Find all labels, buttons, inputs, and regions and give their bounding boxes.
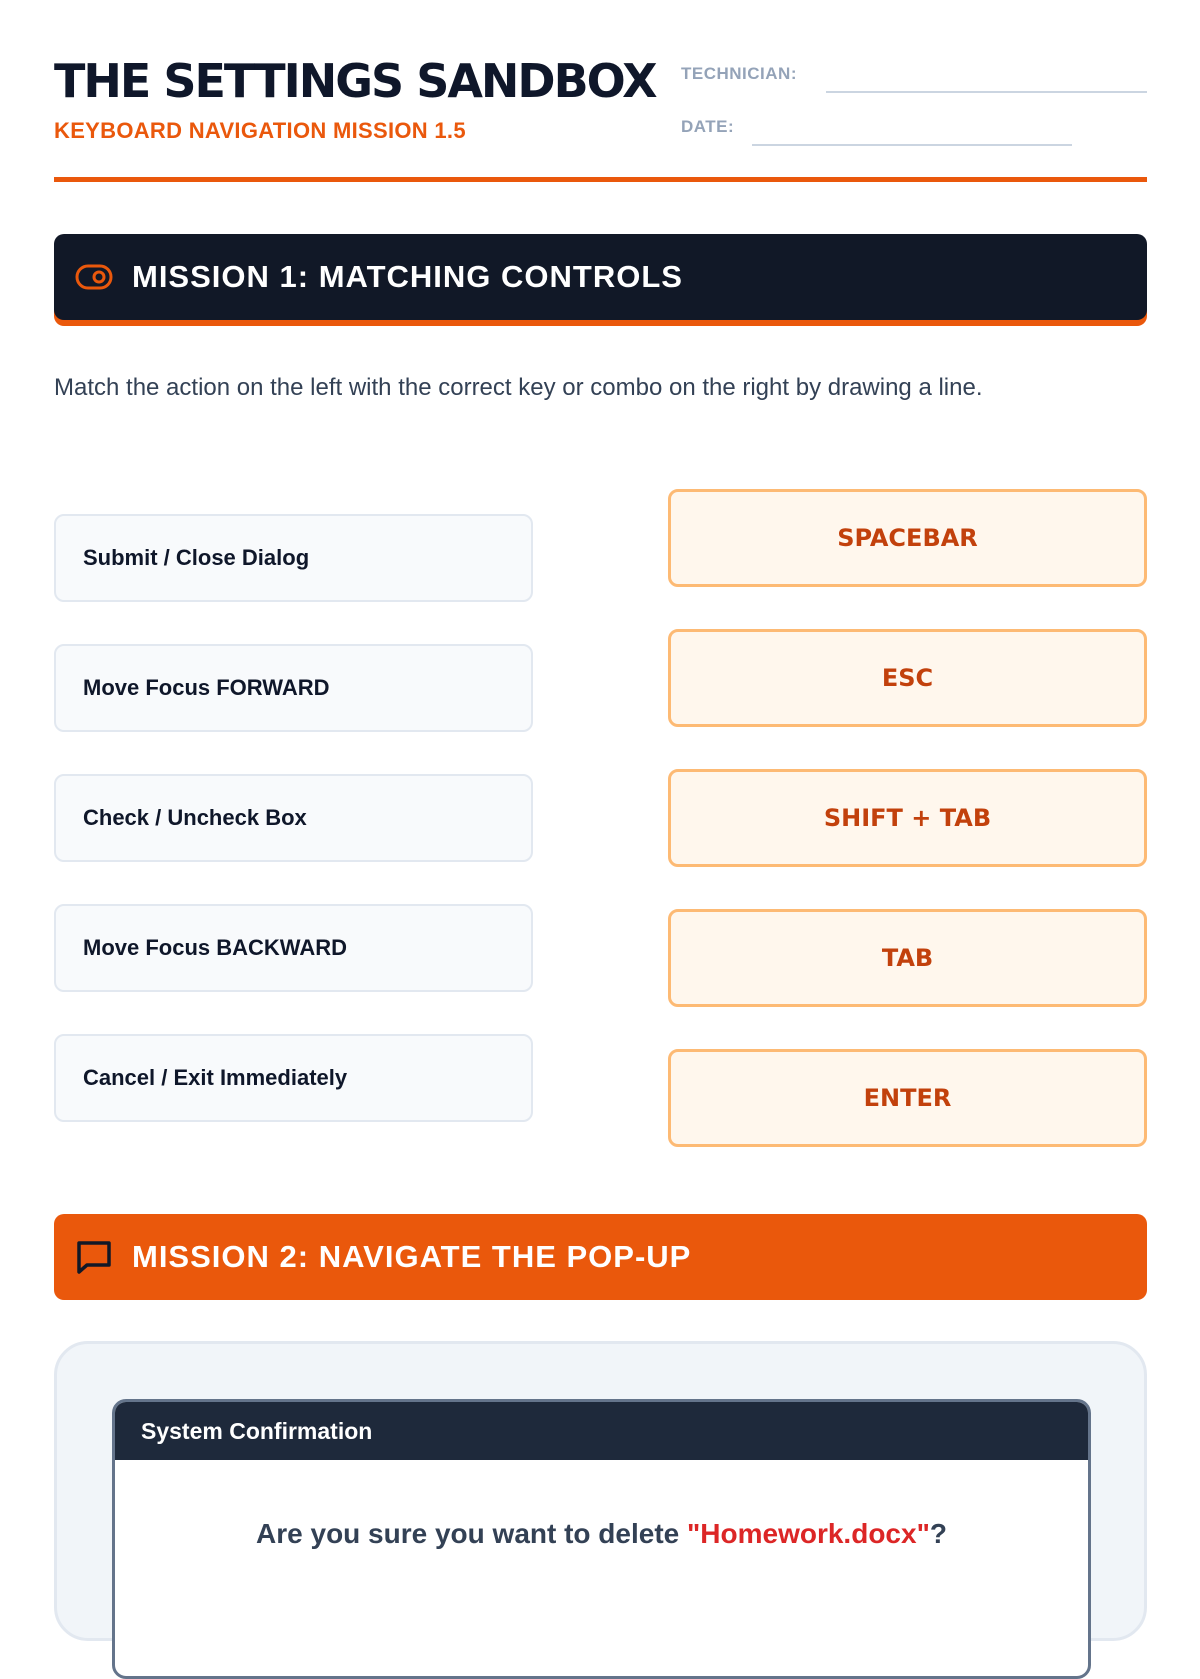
dialog-filename: "Homework.docx": [687, 1518, 930, 1549]
key-option[interactable]: ENTER: [668, 1049, 1147, 1147]
mission1-banner: [54, 234, 1147, 320]
dialog-title: System Confirmation: [115, 1402, 1088, 1460]
date-field[interactable]: [752, 144, 1072, 146]
dialog-question-prefix: Are you sure you want to delete: [256, 1518, 688, 1549]
action-item[interactable]: Submit / Close Dialog: [54, 514, 533, 602]
technician-field[interactable]: [826, 91, 1147, 93]
popup-area: [54, 1341, 1147, 1641]
page-title: THE SETTINGS SANDBOX: [54, 54, 656, 108]
dialog-question-suffix: ?: [929, 1518, 947, 1549]
action-item[interactable]: Move Focus FORWARD: [54, 644, 533, 732]
toggle-icon: [74, 257, 114, 297]
mission2-banner: [54, 1214, 1147, 1300]
action-item[interactable]: Check / Uncheck Box: [54, 774, 533, 862]
date-label: DATE:: [681, 117, 735, 136]
mission2-title: MISSION 2: NAVIGATE THE POP-UP: [132, 1239, 692, 1274]
mission1-title: MISSION 1: MATCHING CONTROLS: [132, 259, 683, 294]
mission1-instructions: Match the action on the left with the correct key or combo on the right by drawing a line.: [54, 374, 983, 401]
worksheet-page: [54, 0, 1147, 1549]
confirmation-dialog: [112, 1399, 1091, 1679]
worksheet-header: [54, 0, 1147, 182]
page-subtitle: KEYBOARD NAVIGATION MISSION 1.5: [54, 118, 466, 143]
key-option[interactable]: ESC: [668, 629, 1147, 727]
action-item[interactable]: Move Focus BACKWARD: [54, 904, 533, 992]
message-icon: [74, 1237, 114, 1277]
key-option[interactable]: TAB: [668, 909, 1147, 1007]
technician-label: TECHNICIAN:: [681, 64, 797, 83]
key-option[interactable]: SPACEBAR: [668, 489, 1147, 587]
action-item[interactable]: Cancel / Exit Immediately: [54, 1034, 533, 1122]
dialog-message: [115, 1460, 1088, 1550]
key-option[interactable]: SHIFT + TAB: [668, 769, 1147, 867]
